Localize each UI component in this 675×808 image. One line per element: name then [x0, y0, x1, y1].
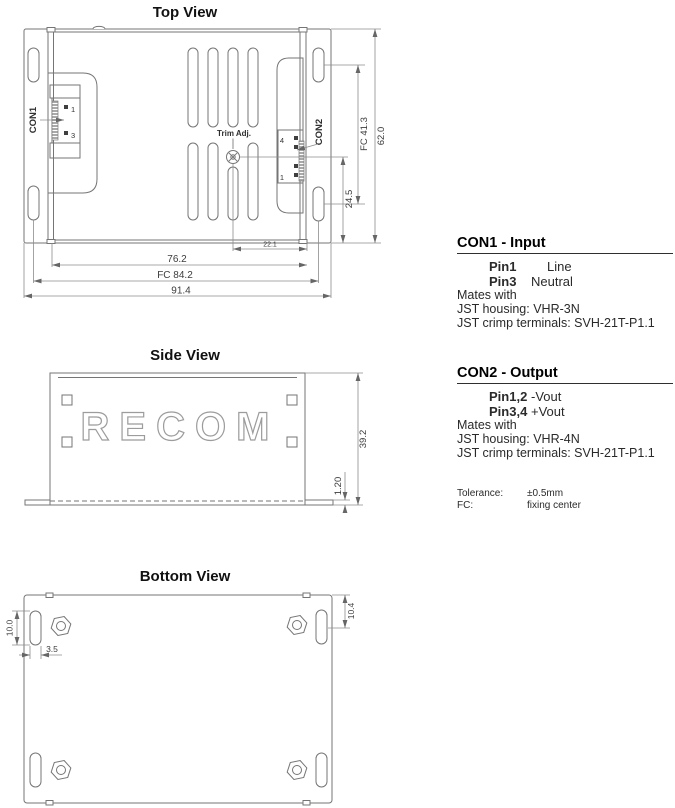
top-view-case-edges [48, 29, 306, 243]
con1-pin1-signal: Line [547, 259, 572, 274]
con2-connector [277, 58, 325, 213]
fc-note [457, 500, 673, 512]
bottom-mounting-slots [30, 610, 327, 787]
con1-mates-with: Mates with [457, 288, 517, 302]
dim-body-width: 76.2 [167, 254, 187, 265]
con1-pin3-signal: Neutral [531, 274, 573, 289]
dim-fixing-height: FC 41.3 [359, 117, 370, 151]
fc-value: fixing center [527, 499, 581, 511]
dim-slot-width: 3.5 [46, 644, 58, 654]
top-view-corner-tabs [47, 28, 307, 244]
fc-label: FC: [457, 499, 474, 511]
dim-slot-center-offset: 10.4 [346, 602, 356, 620]
top-view [24, 4, 387, 298]
dim-trim-offset-x: 22.1 [263, 241, 277, 249]
con2-housing: JST housing: VHR-4N [457, 432, 580, 447]
dim-trim-offset-y: 24.5 [344, 189, 355, 209]
con1-pin-row [489, 259, 673, 274]
tolerance-value: ±0.5mm [527, 487, 564, 499]
connector-info-panel [457, 235, 673, 512]
top-edge-bump [93, 26, 105, 29]
side-view-title: Side View [150, 347, 220, 364]
recom-logo: RECOM [80, 405, 280, 449]
con2-info-block [457, 365, 673, 460]
con1-crimp-terminals: JST crimp terminals: SVH-21T-P1.1 [457, 315, 655, 330]
side-view-left-flange [25, 500, 50, 505]
bottom-view-title: Bottom View [139, 568, 231, 585]
con2-pin12-label: Pin1,2 [489, 389, 528, 405]
notes-block [457, 488, 673, 512]
con1-pin3-label: Pin3 [489, 274, 517, 289]
con1-contact-strip [52, 101, 58, 140]
con2-pin12-signal: -Vout [531, 389, 562, 405]
side-view [25, 347, 369, 513]
tolerance-label: Tolerance: [457, 487, 504, 499]
bottom-view-edge-notches [46, 593, 310, 805]
dim-flange-thickness: 1.20 [333, 476, 344, 496]
con2-crimp-terminals: JST crimp terminals: SVH-21T-P1.1 [457, 445, 655, 460]
con1-connector [28, 73, 97, 193]
dim-total-height: 62.0 [376, 126, 387, 146]
con2-pin-row [489, 404, 673, 419]
dim-slot-length: 10.0 [4, 619, 15, 637]
dim-fixing-width: FC 84.2 [157, 270, 193, 281]
con2-mates-with: Mates with [457, 418, 517, 433]
con2-heading: CON2 - Output [457, 365, 673, 384]
con1-pin1-label: Pin1 [489, 259, 517, 274]
con2-pin34-signal: +Vout [531, 404, 565, 420]
trim-adjust-pot [217, 129, 251, 164]
con1-pin1-number: 1 [71, 105, 76, 114]
con2-pin1-number: 1 [279, 173, 284, 182]
side-view-right-flange [305, 500, 333, 505]
dim-total-width: 91.4 [171, 285, 191, 297]
con1-pin-row [489, 274, 673, 289]
dim-height: 39.2 [358, 429, 369, 449]
top-view-title: Top View [152, 4, 218, 21]
con1-info-block [457, 235, 673, 330]
con2-pin-row [489, 389, 673, 404]
bottom-view-dimensions [5, 595, 357, 659]
hex-nuts [50, 613, 309, 782]
top-view-horizontal-dimensions [24, 164, 331, 299]
tolerance-note [457, 488, 673, 500]
con2-label: CON2 [314, 118, 325, 146]
bottom-view [5, 568, 357, 805]
trim-adjust-label: Trim Adj. [217, 129, 251, 138]
side-view-dimensions [305, 373, 369, 513]
con2-pin4-number: 4 [279, 136, 284, 145]
con1-heading: CON1 - Input [457, 235, 673, 254]
con1-housing: JST housing: VHR-3N [457, 301, 580, 316]
con2-pin34-label: Pin3,4 [489, 404, 528, 420]
con2-contact-strip [299, 141, 304, 181]
con1-label: CON1 [28, 106, 39, 134]
con1-pin3-number: 3 [71, 131, 76, 140]
